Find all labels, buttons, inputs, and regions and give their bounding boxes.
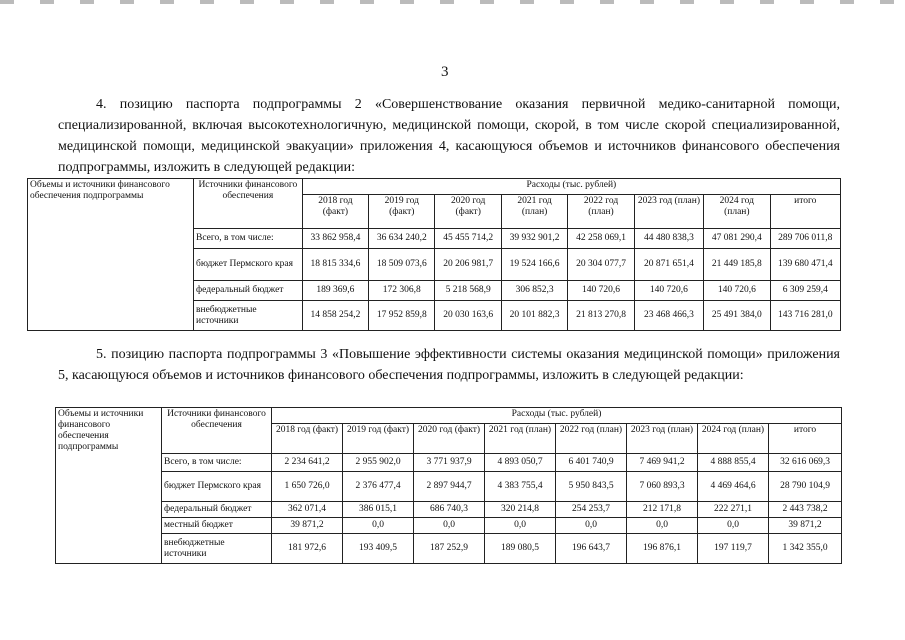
value-cell: 44 480 838,3 [634, 229, 703, 249]
section-4-paragraph [58, 94, 840, 178]
value-cell: 140 720,6 [704, 281, 770, 301]
financing-table-subprogram-3 [55, 407, 842, 564]
year-header-cell: 2020 год (факт) [414, 424, 485, 454]
value-cell: 39 871,2 [769, 518, 842, 534]
value-cell: 254 253,7 [556, 502, 627, 518]
section-5-number: 5. [96, 347, 107, 362]
value-cell: 0,0 [414, 518, 485, 534]
value-cell: 32 616 069,3 [769, 454, 842, 472]
value-cell: 33 862 958,4 [302, 229, 368, 249]
value-cell: 4 469 464,6 [698, 472, 769, 502]
value-cell: 181 972,6 [272, 534, 343, 564]
value-cell: 3 771 937,9 [414, 454, 485, 472]
table-row [56, 534, 842, 564]
value-cell: 0,0 [343, 518, 414, 534]
value-cell: 386 015,1 [343, 502, 414, 518]
value-cell: 0,0 [698, 518, 769, 534]
value-cell: 2 955 902,0 [343, 454, 414, 472]
year-header-cell: 2019 год (факт) [369, 195, 435, 229]
year-header-cell: 2019 год (факт) [343, 424, 414, 454]
value-cell: 6 309 259,4 [770, 281, 840, 301]
year-header-cell: 2021 год (план) [501, 195, 567, 229]
value-cell: 140 720,6 [568, 281, 634, 301]
value-cell: 189 369,6 [302, 281, 368, 301]
value-cell: 7 060 893,3 [627, 472, 698, 502]
value-cell: 28 790 104,9 [769, 472, 842, 502]
value-cell: 21 449 185,8 [704, 249, 770, 281]
value-cell: 196 643,7 [556, 534, 627, 564]
value-cell: 0,0 [556, 518, 627, 534]
value-cell: 172 306,8 [369, 281, 435, 301]
value-cell: 17 952 859,8 [369, 301, 435, 331]
value-cell: 686 740,3 [414, 502, 485, 518]
source-label-cell: федеральный бюджет [194, 281, 303, 301]
value-cell: 306 852,3 [501, 281, 567, 301]
row-header-cell: Объемы и источники финансового обеспечения подпрограммы [56, 408, 162, 564]
expenses-header-cell: Расходы (тыс. рублей) [272, 408, 842, 424]
value-cell: 139 680 471,4 [770, 249, 840, 281]
value-cell: 21 813 270,8 [568, 301, 634, 331]
year-header-cell: итого [769, 424, 842, 454]
source-label-cell: внебюджетные источники [162, 534, 272, 564]
value-cell: 0,0 [485, 518, 556, 534]
table-row [56, 502, 842, 518]
value-cell: 14 858 254,2 [302, 301, 368, 331]
scan-edge-artifact [0, 0, 905, 4]
value-cell: 187 252,9 [414, 534, 485, 564]
value-cell: 193 409,5 [343, 534, 414, 564]
year-header-cell: 2020 год (факт) [435, 195, 501, 229]
year-header-cell: 2023 год (план) [627, 424, 698, 454]
value-cell: 2 897 944,7 [414, 472, 485, 502]
value-cell: 20 304 077,7 [568, 249, 634, 281]
section-4-text: позицию паспорта подпрограммы 2 «Совершенствование оказания первичной медико-санитарной помощи, специализированной, включая высокотехнологичную, медицинской помощи, скорой, в том числе скорой специализированной, медицинской помощи, медицинской эвакуации» приложения 4, касающуюся объемов и источников финансового обеспечения подпрограммы, изложить в следующей редакции: [58, 97, 841, 175]
value-cell: 0,0 [627, 518, 698, 534]
value-cell: 5 218 568,9 [435, 281, 501, 301]
source-label-cell: внебюджетные источники [194, 301, 303, 331]
section-4-number: 4. [96, 97, 107, 112]
source-label-cell: местный бюджет [162, 518, 272, 534]
financing-table-subprogram-2 [27, 178, 841, 331]
value-cell: 196 876,1 [627, 534, 698, 564]
section-5-paragraph [58, 344, 840, 386]
value-cell: 2 376 477,4 [343, 472, 414, 502]
source-label-cell: бюджет Пермского края [194, 249, 303, 281]
year-header-cell: 2022 год (план) [568, 195, 634, 229]
table-header-row [56, 408, 842, 424]
table-row [56, 472, 842, 502]
value-cell: 19 524 166,6 [501, 249, 567, 281]
value-cell: 320 214,8 [485, 502, 556, 518]
source-label-cell: Всего, в том числе: [194, 229, 303, 249]
source-label-cell: Всего, в том числе: [162, 454, 272, 472]
value-cell: 197 119,7 [698, 534, 769, 564]
year-header-cell: 2022 год (план) [556, 424, 627, 454]
value-cell: 1 650 726,0 [272, 472, 343, 502]
value-cell: 4 893 050,7 [485, 454, 556, 472]
sources-header-cell: Источники финансового обеспечения [162, 408, 272, 454]
value-cell: 289 706 011,8 [770, 229, 840, 249]
value-cell: 140 720,6 [634, 281, 703, 301]
expenses-header-cell: Расходы (тыс. рублей) [302, 179, 840, 195]
value-cell: 20 206 981,7 [435, 249, 501, 281]
row-header-cell: Объемы и источники финансового обеспечения подпрограммы [28, 179, 194, 331]
value-cell: 1 342 355,0 [769, 534, 842, 564]
value-cell: 20 101 882,3 [501, 301, 567, 331]
value-cell: 36 634 240,2 [369, 229, 435, 249]
value-cell: 47 081 290,4 [704, 229, 770, 249]
value-cell: 42 258 069,1 [568, 229, 634, 249]
source-label-cell: федеральный бюджет [162, 502, 272, 518]
value-cell: 212 171,8 [627, 502, 698, 518]
value-cell: 23 468 466,3 [634, 301, 703, 331]
sources-header-cell: Источники финансового обеспечения [194, 179, 303, 229]
value-cell: 18 509 073,6 [369, 249, 435, 281]
value-cell: 39 871,2 [272, 518, 343, 534]
table-header-row [28, 179, 841, 195]
value-cell: 2 443 738,2 [769, 502, 842, 518]
value-cell: 2 234 641,2 [272, 454, 343, 472]
value-cell: 39 932 901,2 [501, 229, 567, 249]
value-cell: 20 030 163,6 [435, 301, 501, 331]
table-row [56, 454, 842, 472]
value-cell: 18 815 334,6 [302, 249, 368, 281]
value-cell: 222 271,1 [698, 502, 769, 518]
table-row [56, 518, 842, 534]
value-cell: 143 716 281,0 [770, 301, 840, 331]
value-cell: 189 080,5 [485, 534, 556, 564]
year-header-cell: 2018 год (факт) [302, 195, 368, 229]
value-cell: 5 950 843,5 [556, 472, 627, 502]
value-cell: 7 469 941,2 [627, 454, 698, 472]
year-header-cell: 2018 год (факт) [272, 424, 343, 454]
value-cell: 362 071,4 [272, 502, 343, 518]
section-5-text: позицию паспорта подпрограммы 3 «Повышение эффективности системы оказания медицинской помощи» приложения 5, касающуюся объемов и источников финансового обеспечения подпрограммы, изложить в следующей редакции: [58, 347, 841, 383]
year-header-cell: 2023 год (план) [634, 195, 703, 229]
year-header-cell: итого [770, 195, 840, 229]
page-number: 3 [441, 64, 449, 80]
year-header-cell: 2021 год (план) [485, 424, 556, 454]
source-label-cell: бюджет Пермского края [162, 472, 272, 502]
value-cell: 20 871 651,4 [634, 249, 703, 281]
value-cell: 4 888 855,4 [698, 454, 769, 472]
value-cell: 45 455 714,2 [435, 229, 501, 249]
value-cell: 4 383 755,4 [485, 472, 556, 502]
year-header-cell: 2024 год (план) [704, 195, 770, 229]
year-header-cell: 2024 год (план) [698, 424, 769, 454]
value-cell: 6 401 740,9 [556, 454, 627, 472]
value-cell: 25 491 384,0 [704, 301, 770, 331]
